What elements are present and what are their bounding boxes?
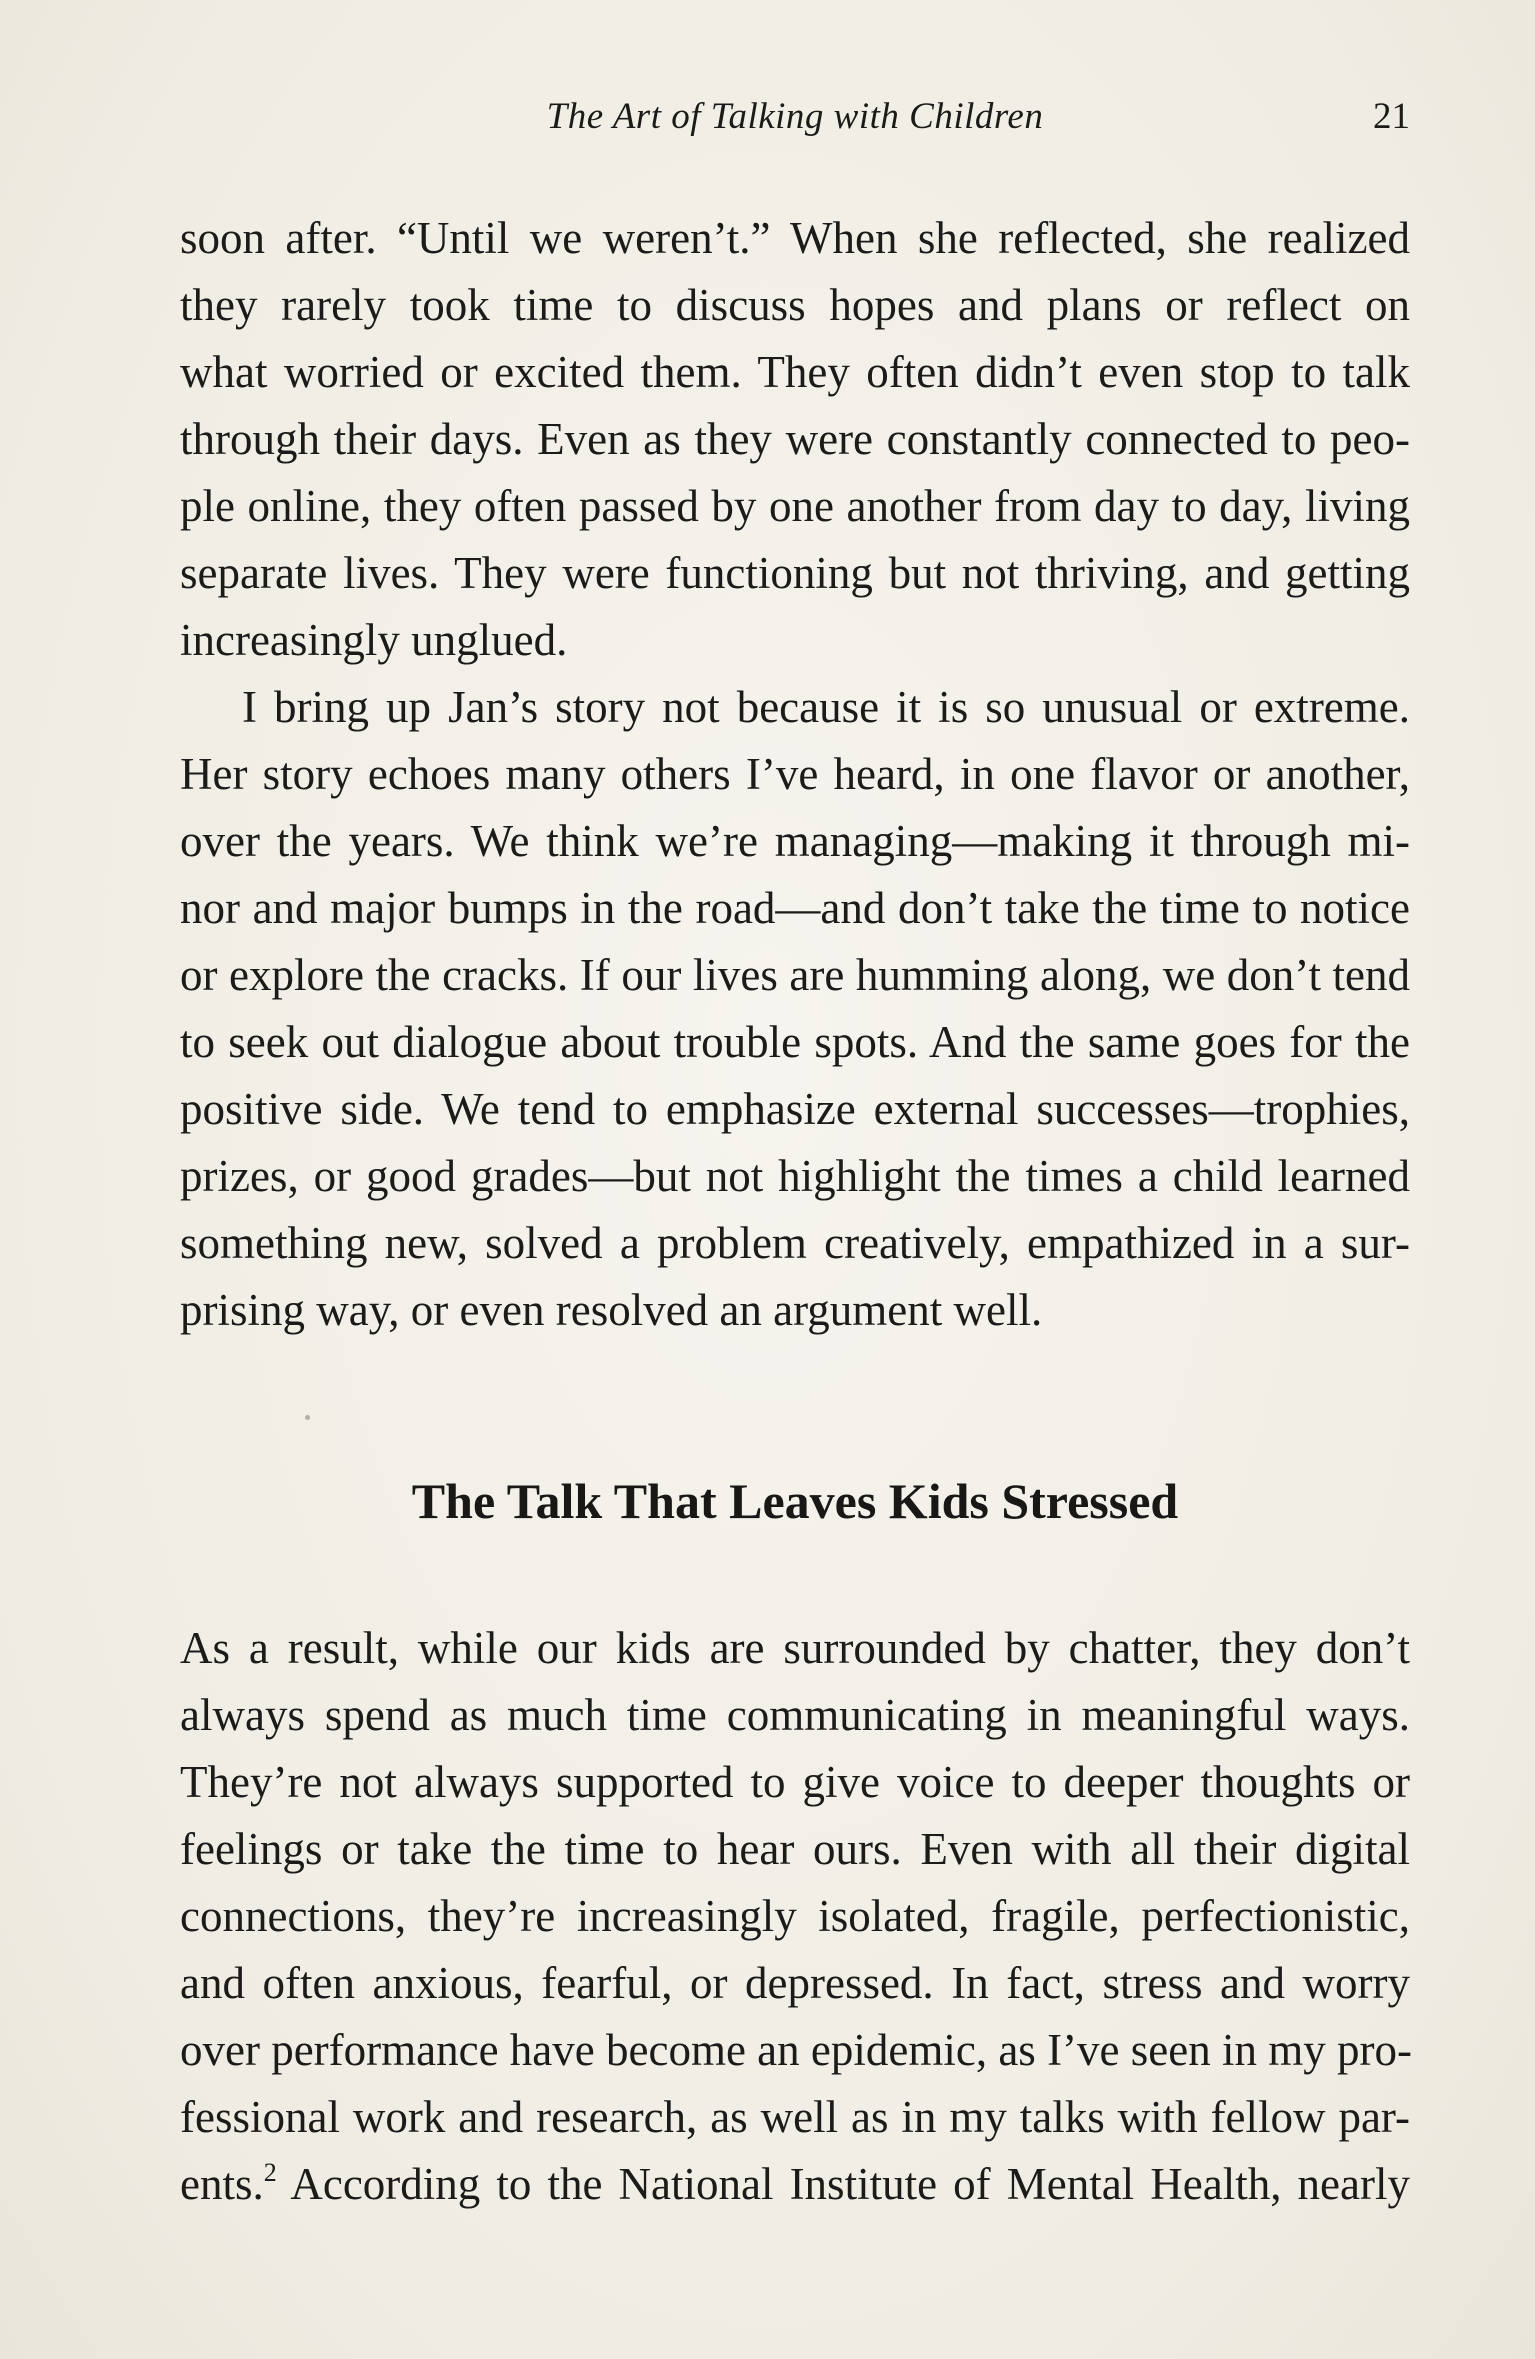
page-number: 21 — [1373, 96, 1410, 137]
body-line: or explore the cracks. If our lives are humming along, we don’t tend — [180, 950, 1410, 1000]
body-line: what worried or excited them. They often didn’t even stop to talk — [180, 347, 1410, 397]
body-line: over the years. We think we’re managing—making it through mi- — [180, 816, 1410, 866]
body-line: nor and major bumps in the road—and don’t take the time to notice — [180, 883, 1410, 933]
body-line: through their days. Even as they were constantly connected to peo- — [180, 414, 1410, 464]
body-line: They’re not always supported to give voice to deeper thoughts or — [180, 1757, 1410, 1807]
body-line: always spend as much time communicating in meaningful ways. — [180, 1690, 1410, 1740]
running-head — [180, 92, 1410, 142]
body-line: to seek out dialogue about trouble spots. And the same goes for the — [180, 1017, 1410, 1067]
body-line: prizes, or good grades—but not highlight the times a child learned — [180, 1151, 1410, 1201]
body-line: increasingly unglued. — [180, 615, 568, 665]
body-line: separate lives. They were functioning but not thriving, and getting — [180, 548, 1410, 598]
body-line: feelings or take the time to hear ours. Even with all their digital — [180, 1824, 1410, 1874]
body-line: soon after. “Until we weren’t.” When she reflected, she realized — [180, 213, 1410, 263]
body-line: I bring up Jan’s story not because it is so unusual or extreme. — [242, 682, 1410, 732]
body-line: positive side. We tend to emphasize external successes—trophies, — [180, 1084, 1410, 1134]
body-line: As a result, while our kids are surrounded by chatter, they don’t — [180, 1623, 1410, 1673]
line-end: According to the National Institute of Mental Health, nearly — [276, 2159, 1410, 2209]
body-line: something new, solved a problem creatively, empathized in a sur- — [180, 1218, 1410, 1268]
body-line: Her story echoes many others I’ve heard, in one flavor or another, — [180, 749, 1410, 799]
body-line: connections, they’re increasingly isolated, fragile, perfectionistic, — [180, 1891, 1410, 1941]
scan-speck — [305, 1415, 310, 1420]
running-title: The Art of Talking with Children — [546, 96, 1044, 137]
paragraph-1 — [180, 205, 1410, 674]
body-line: over performance have become an epidemic, as I’ve seen in my pro- — [180, 2025, 1412, 2075]
body-line: and often anxious, fearful, or depressed. In fact, stress and worry — [180, 1958, 1410, 2008]
body-line: they rarely took time to discuss hopes and plans or reflect on — [180, 280, 1410, 330]
body-line: fessional work and research, as well as in my talks with fellow par- — [180, 2092, 1410, 2142]
section-heading: The Talk That Leaves Kids Stressed — [411, 1473, 1179, 1529]
paragraph-2 — [180, 674, 1410, 1344]
body-line: prising way, or even resolved an argument well. — [180, 1285, 1043, 1335]
footnote-marker: 2 — [263, 2158, 277, 2187]
body-line: ple online, they often passed by one another from day to day, living — [180, 481, 1410, 531]
line-start: ents. — [180, 2159, 264, 2209]
paragraph-3 — [180, 1615, 1410, 2218]
body-line-with-footnote — [180, 2151, 1410, 2218]
